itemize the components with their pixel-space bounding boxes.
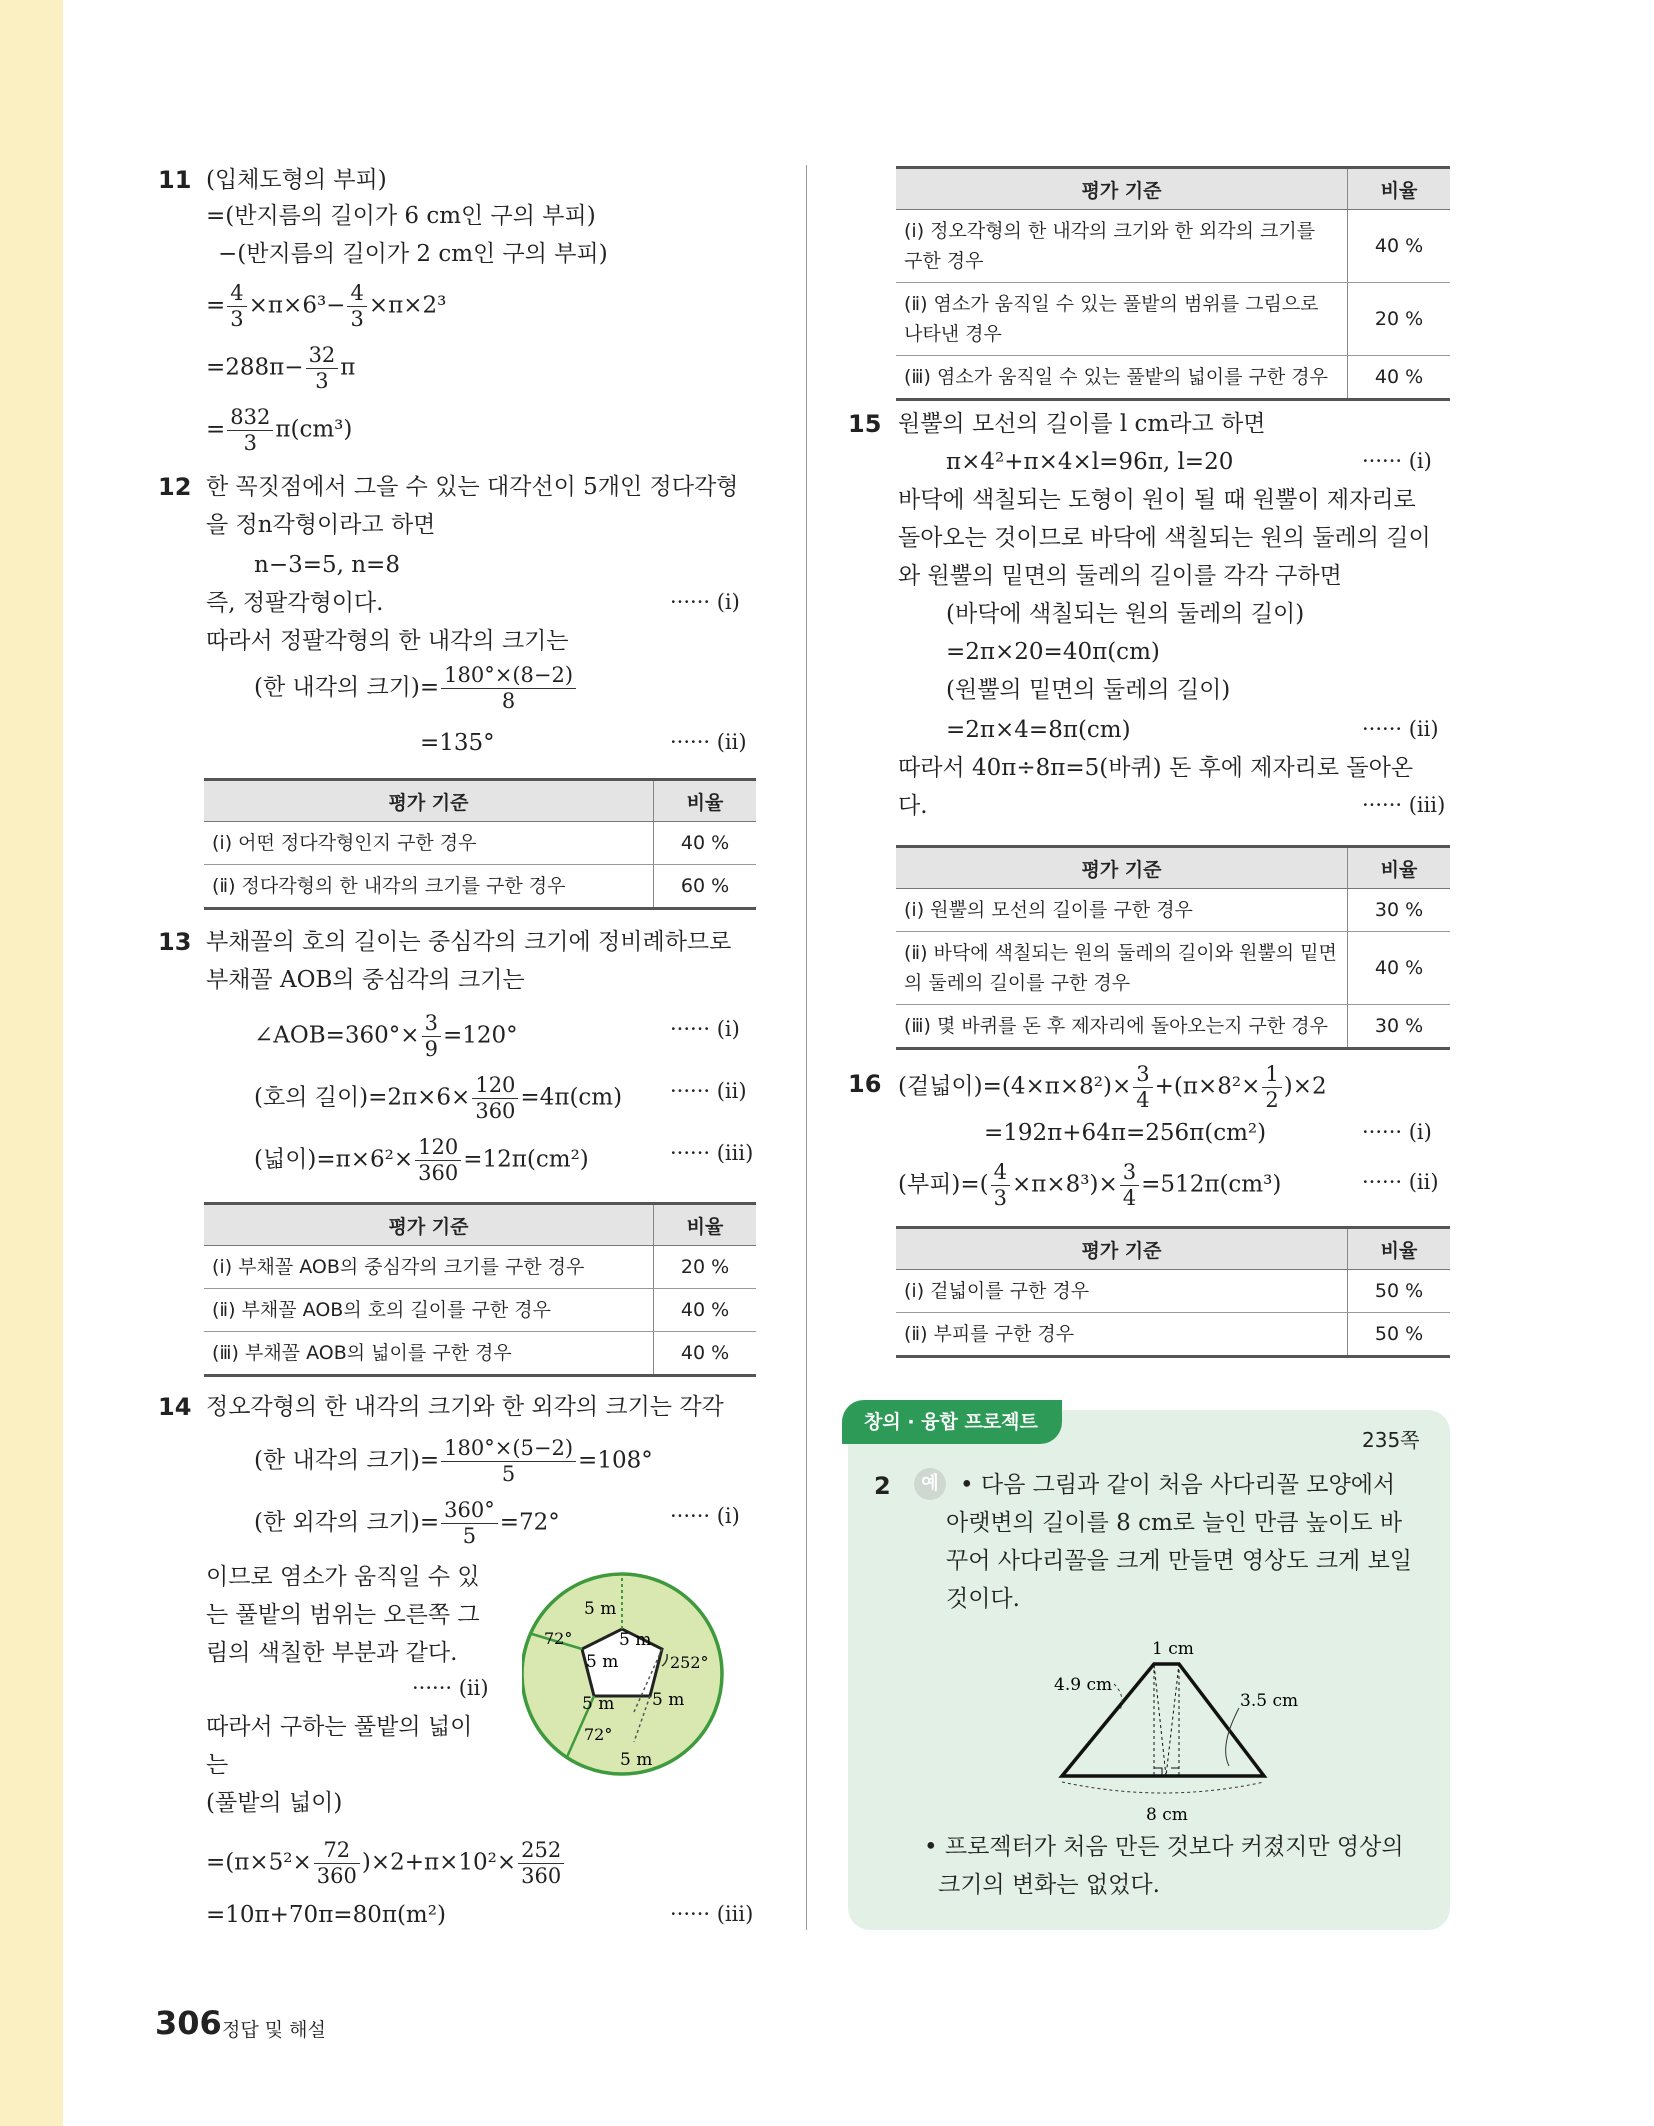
table-row: (ⅰ) 겉넓이를 구한 경우 50 % xyxy=(896,1270,1450,1313)
table-row: (ⅱ) 부피를 구한 경우 50 % xyxy=(896,1313,1450,1357)
table-header: 평가 기준 xyxy=(896,1228,1348,1270)
text-line: 정오각형의 한 내각의 크기와 한 외각의 크기는 각각 xyxy=(206,1394,724,1420)
step-tag: ······ (ⅱ) xyxy=(412,1676,489,1700)
table-row: (ⅱ) 정다각형의 한 내각의 크기를 구한 경우 60 % xyxy=(204,865,756,909)
column-separator xyxy=(806,165,807,1930)
figure-label: 3.5 cm xyxy=(1240,1691,1299,1711)
text-line: 을 정n각형이라고 하면 xyxy=(206,512,436,538)
step-tag: ······ (ⅰ) xyxy=(1362,1120,1432,1144)
equation: =288π− $\frac{32}{3}$ π xyxy=(206,343,356,393)
text-line: (입체도형의 부피) xyxy=(206,167,387,193)
table-row: (ⅲ) 염소가 움직일 수 있는 풀밭의 넓이를 구한 경우 40 % xyxy=(896,356,1450,400)
step-tag: ······ (ⅰ) xyxy=(1362,449,1432,473)
table-header: 비율 xyxy=(1348,1228,1451,1270)
step-tag: ······ (ⅲ) xyxy=(670,1141,754,1165)
table-header: 비율 xyxy=(1348,847,1451,889)
project-tab: 창의 · 융합 프로젝트 xyxy=(842,1400,1062,1444)
problem-number: 12 xyxy=(158,473,192,501)
fraction: $\frac{252}{360}$ xyxy=(518,1838,564,1889)
figure-label: 1 cm xyxy=(1152,1639,1194,1659)
text-line: 는 xyxy=(206,1752,229,1778)
text-line: 돌아오는 것이므로 바닥에 색칠되는 원의 둘레의 길이 xyxy=(898,525,1431,551)
equation: (한 외각의 크기)= $\frac{360^\circ}{5}$ =72° xyxy=(254,1498,560,1548)
fraction: $\frac{4}{3}$ xyxy=(991,1160,1010,1211)
fraction: $\frac{120}{360}$ xyxy=(472,1073,518,1124)
criteria-table-14 xyxy=(896,166,1450,401)
equation: =(π×5²× $\frac{72}{360}$ )×2+π×10²× $\frac{252}{360}$ xyxy=(206,1838,566,1889)
problem-13 xyxy=(158,925,758,1365)
equation: n−3=5, n=8 xyxy=(254,552,400,578)
fraction: $\frac{3}{4}$ xyxy=(1133,1062,1152,1113)
equation: (호의 길이)=2π×6× $\frac{120}{360}$ =4π(cm) xyxy=(254,1073,623,1123)
table-row: (ⅲ) 몇 바퀴를 돈 후 제자리에 돌아오는지 구한 경우 30 % xyxy=(896,1005,1450,1049)
text-line: 크기의 변화는 없었다. xyxy=(938,1872,1160,1898)
text-line: 림의 색칠한 부분과 같다. xyxy=(206,1640,458,1666)
text-line: 아랫변의 길이를 8 cm로 늘인 만큼 높이도 바 xyxy=(946,1510,1402,1536)
table-header: 비율 xyxy=(654,780,757,822)
text-line: 즉, 정팔각형이다. xyxy=(206,590,384,616)
trapezoid-figure xyxy=(1054,1636,1384,1826)
equation: =2π×20=40π(cm) xyxy=(946,639,1160,665)
figure-angle: 72° xyxy=(544,1629,573,1648)
table-row: (ⅰ) 부채꼴 AOB의 중심각의 크기를 구한 경우 20 % xyxy=(204,1246,756,1289)
fraction: $\frac{3}{4}$ xyxy=(1120,1160,1139,1211)
figure-angle: 72° xyxy=(584,1725,613,1744)
step-tag: ······ (ⅱ) xyxy=(1362,717,1439,741)
text-line: • 프로젝터가 처음 만든 것보다 커졌지만 영상의 xyxy=(924,1834,1404,1860)
step-tag: ······ (ⅲ) xyxy=(1362,793,1446,817)
fraction: $\frac{360^\circ}{5}$ xyxy=(441,1498,498,1549)
equation: =192π+64π=256π(cm²) xyxy=(984,1120,1267,1146)
text-line: 다. xyxy=(898,793,928,819)
dashed-line xyxy=(1154,1664,1179,1776)
fraction: $\frac{120}{360}$ xyxy=(415,1135,461,1186)
criteria-table xyxy=(204,1202,756,1377)
equation: (한 내각의 크기)= $\frac{180^\circ\times(5-2)}{5}$ =108° xyxy=(254,1436,653,1486)
text-line: 따라서 구하는 풀밭의 넓이 xyxy=(206,1714,473,1740)
text-line: • 다음 그림과 같이 처음 사다리꼴 모양에서 xyxy=(960,1472,1396,1498)
equation: =10π+70π=80π(m²) xyxy=(206,1902,446,1928)
problem-12 xyxy=(158,470,758,910)
figure-label: 5 m xyxy=(582,1694,615,1714)
figure-angle: 252° xyxy=(670,1653,709,1672)
page-number: 306 xyxy=(155,2004,222,2042)
text-line: 꾸어 사다리꼴을 크게 만들면 영상도 크게 보일 xyxy=(946,1548,1413,1574)
text-line: (바닥에 색칠되는 원의 둘레의 길이) xyxy=(946,601,1305,627)
fraction: $\frac{1}{2}$ xyxy=(1262,1062,1281,1113)
figure-label: 5 m xyxy=(620,1750,653,1770)
fraction: $\frac{180^\circ\times(8-2)}{8}$ xyxy=(441,663,576,714)
equation: (넓이)=π×6²× $\frac{120}{360}$ =12π(cm²) xyxy=(254,1135,589,1185)
text-line: 부채꼴의 호의 길이는 중심각의 크기에 정비례하므로 xyxy=(206,929,732,955)
problem-number: 11 xyxy=(158,166,192,194)
text-line: =(반지름의 길이가 6 cm인 구의 부피) xyxy=(206,203,596,229)
equation: =2π×4=8π(cm) xyxy=(946,717,1131,743)
equation: ∠AOB=360°× $\frac{3}{9}$ =120° xyxy=(254,1011,518,1061)
problem-number: 15 xyxy=(848,410,882,438)
table-row: (ⅱ) 부채꼴 AOB의 호의 길이를 구한 경우 40 % xyxy=(204,1289,756,1332)
table-row: (ⅲ) 부채꼴 AOB의 넓이를 구한 경우 40 % xyxy=(204,1332,756,1376)
criteria-table xyxy=(896,845,1450,1050)
text-line: 따라서 정팔각형의 한 내각의 크기는 xyxy=(206,628,569,654)
text-line: 는 풀밭의 범위는 오른쪽 그 xyxy=(206,1602,480,1628)
text-line: (원뿔의 밑면의 둘레의 길이) xyxy=(946,677,1231,703)
fraction: $\frac{4}{3}$ xyxy=(347,281,366,332)
problem-11 xyxy=(158,163,758,463)
fraction: $\frac{3}{9}$ xyxy=(422,1011,441,1062)
step-tag: ······ (ⅰ) xyxy=(670,590,740,614)
text-line: −(반지름의 길이가 2 cm인 구의 부피) xyxy=(218,241,608,267)
text-line: 것이다. xyxy=(946,1586,1020,1612)
table-row: (ⅰ) 어떤 정다각형인지 구한 경우 40 % xyxy=(204,822,756,865)
figure-label: 5 m xyxy=(619,1630,652,1650)
problem-number: 16 xyxy=(848,1070,882,1098)
figure-label: 4.9 cm xyxy=(1054,1675,1113,1695)
text-line: 바닥에 색칠되는 도형이 원이 될 때 원뿔이 제자리로 xyxy=(898,487,1416,513)
criteria-table xyxy=(204,778,756,910)
text-line: (풀밭의 넓이) xyxy=(206,1790,343,1816)
text-line: 이므로 염소가 움직일 수 있 xyxy=(206,1564,480,1590)
step-tag: ······ (ⅱ) xyxy=(1362,1170,1439,1194)
problem-number: 14 xyxy=(158,1393,192,1421)
table-row: (ⅱ) 염소가 움직일 수 있는 풀밭의 범위를 그림으로 나타낸 경우 20 % xyxy=(896,283,1450,356)
equation: (겉넓이)=(4×π×8²)× $\frac{3}{4}$ +(π×8²× $\frac{1}{2}$ )×2 xyxy=(898,1062,1327,1112)
figure-label: 8 cm xyxy=(1146,1805,1188,1825)
example-badge: 예 xyxy=(914,1468,946,1500)
fraction: $\frac{180^\circ\times(5-2)}{5}$ xyxy=(441,1436,576,1487)
fraction: $\frac{832}{3}$ xyxy=(227,405,273,456)
fraction: $\frac{4}{3}$ xyxy=(227,281,246,332)
table-header: 평가 기준 xyxy=(896,847,1348,889)
figure-label: 5 m xyxy=(652,1690,685,1710)
equation: = $\frac{4}{3}$ ×π×6³− $\frac{4}{3}$ ×π×2³ xyxy=(206,281,447,331)
step-tag: ······ (ⅰ) xyxy=(670,1504,740,1528)
criteria-table xyxy=(896,1226,1450,1358)
equation: =135° xyxy=(420,730,495,756)
table-row: (ⅰ) 정오각형의 한 내각의 크기와 한 외각의 크기를 구한 경우 40 % xyxy=(896,210,1450,283)
table-header: 비율 xyxy=(654,1204,757,1246)
table-header: 평가 기준 xyxy=(896,168,1348,210)
equation: π×4²+π×4×l=96π, l=20 xyxy=(946,449,1234,475)
step-tag: ······ (ⅱ) xyxy=(670,730,747,754)
problem-number: 2 xyxy=(874,1472,891,1500)
problem-number: 13 xyxy=(158,928,192,956)
table-row: (ⅰ) 원뿔의 모선의 길이를 구한 경우 30 % xyxy=(896,889,1450,932)
text-line: 한 꼭짓점에서 그을 수 있는 대각선이 5개인 정다각형 xyxy=(206,474,739,500)
equation: (부피)=( $\frac{4}{3}$ ×π×8³)× $\frac{3}{4}$ =512π(cm³) xyxy=(898,1160,1282,1210)
equation: = $\frac{832}{3}$ π(cm³) xyxy=(206,405,353,455)
pasture-figure xyxy=(522,1562,772,1812)
table-header: 비율 xyxy=(1348,168,1451,210)
text-line: 부채꼴 AOB의 중심각의 크기는 xyxy=(206,967,525,993)
step-tag: ······ (ⅱ) xyxy=(670,1079,747,1103)
page-reference: 235쪽 xyxy=(1362,1428,1420,1452)
text-line: 원뿔의 모선의 길이를 l cm라고 하면 xyxy=(898,411,1266,437)
project-answer xyxy=(874,1468,1444,1928)
equation: (한 내각의 크기)= $\frac{180^\circ\times(8-2)}{8}$ xyxy=(254,663,578,714)
text-line: 따라서 40π÷8π=5(바퀴) 돈 후에 제자리로 돌아온 xyxy=(898,755,1414,781)
left-margin-bar xyxy=(0,0,63,2126)
problem-14 xyxy=(158,1390,758,1930)
dimension-arc xyxy=(1062,1782,1264,1793)
table-header: 평가 기준 xyxy=(204,1204,654,1246)
text-line: 와 원뿔의 밑면의 둘레의 길이를 각각 구하면 xyxy=(898,563,1342,589)
footer-label: 정답 및 해설 xyxy=(222,2019,326,2041)
table-header: 평가 기준 xyxy=(204,780,654,822)
problem-15 xyxy=(848,407,1454,1037)
problem-16 xyxy=(848,1062,1454,1362)
step-tag: ······ (ⅲ) xyxy=(670,1902,754,1926)
table-row: (ⅱ) 바닥에 색칠되는 원의 둘레의 길이와 원뿔의 밑면의 둘레의 길이를 구한 경우 40 % xyxy=(896,932,1450,1005)
step-tag: ······ (ⅰ) xyxy=(670,1017,740,1041)
fraction: $\frac{32}{3}$ xyxy=(306,343,339,394)
figure-label: 5 m xyxy=(586,1652,619,1672)
figure-label: 5 m xyxy=(584,1599,617,1619)
fraction: $\frac{72}{360}$ xyxy=(314,1838,360,1889)
